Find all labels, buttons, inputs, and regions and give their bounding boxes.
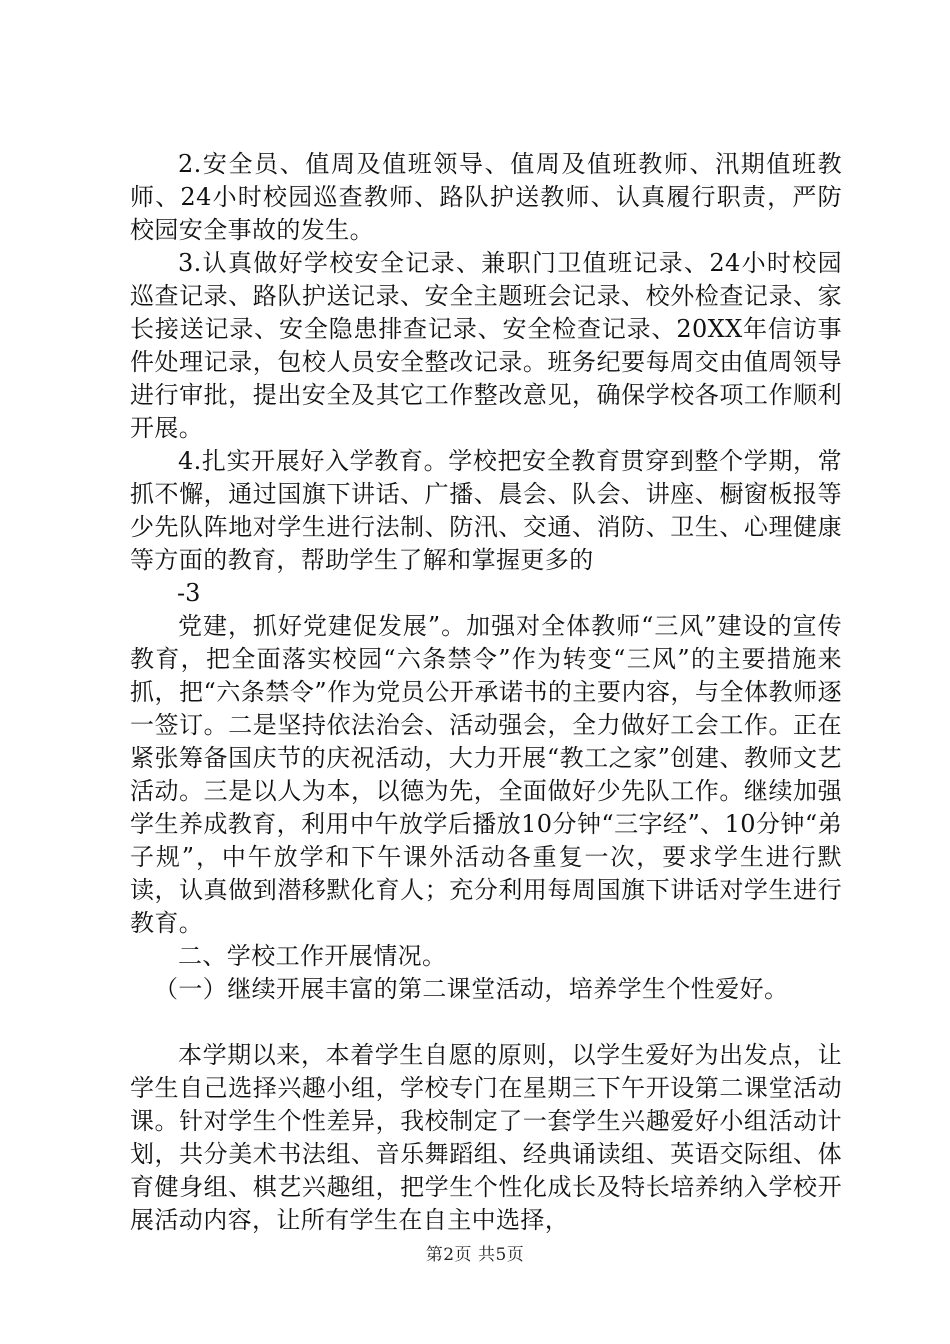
page-footer: 第2页 共5页 — [425, 1245, 525, 1265]
paragraph-second-classroom: 本学期以来，本着学生自愿的原则，以学生爱好为出发点，让学生自己选择兴趣小组，学校专门在星期三下午开设第二课堂活动课。针对学生个性差异，我校制定了一套学生兴趣爱好小组活动计划，共分美术书法组、音乐舞蹈组、经典诵读组、英语交际组、体育健身组、棋艺兴趣组，把学生个性化成长及特长培养纳入学校开展活动内容，让所有学生在自主中选择， — [130, 1041, 842, 1234]
paragraph-party-building: 党建，抓好党建促发展”。加强对全体教师“三风”建设的宣传教育，把全面落实校园“六条禁令”作为转变“三风”的主要措施来抓，把“六条禁令”作为党员公开承诺书的主要内容，与全体教师逐一签订。二是坚持依法治会、活动强会，全力做好工会工作。正在紧张筹备国庆节的庆祝活动，大力开展“教工之家”创建、教师文艺活动。三是以人为本，以德为先，全面做好少先队工作。继续加强学生养成教育，利用中午放学后播放10分钟“三字经”、10分钟“弟子规”，中午放学和下午课外活动各重复一次，要求学生进行默读，认真做到潜移默化育人；充分利用每周国旗下讲话对学生进行教育。 — [130, 612, 842, 937]
section-heading: 二、学校工作开展情况。 — [178, 942, 447, 970]
paragraph-item-3: 3.认真做好学校安全记录、兼职门卫值班记录、24小时校园巡查记录、路队护送记录、安全主题班会记录、校外检查记录、家长接送记录、安全隐患排查记录、安全检查记录、20XX年信访事件处理记录，包校人员安全整改记录。班务纪要每周交由值周领导进行审批，提出安全及其它工作整改意见，确保学校各项工作顺利开展。 — [130, 249, 842, 442]
paragraph-item-4: 4.扎实开展好入学教育。学校把安全教育贯穿到整个学期，常抓不懈，通过国旗下讲话、广播、晨会、队会、讲座、橱窗板报等少先队阵地对学生进行法制、防汛、交通、消防、卫生、心理健康等方面的教育，帮助学生了解和掌握更多的 — [130, 447, 842, 574]
document-body — [130, 148, 842, 1237]
subsection-heading: （一）继续开展丰富的第二课堂活动，培养学生个性爱好。 — [154, 975, 789, 1003]
page-marker: -3 — [177, 579, 201, 607]
paragraph-item-2: 2.安全员、值周及值班领导、值周及值班教师、汛期值班教师、24小时校园巡查教师、路队护送教师、认真履行职责，严防校园安全事故的发生。 — [130, 150, 842, 244]
